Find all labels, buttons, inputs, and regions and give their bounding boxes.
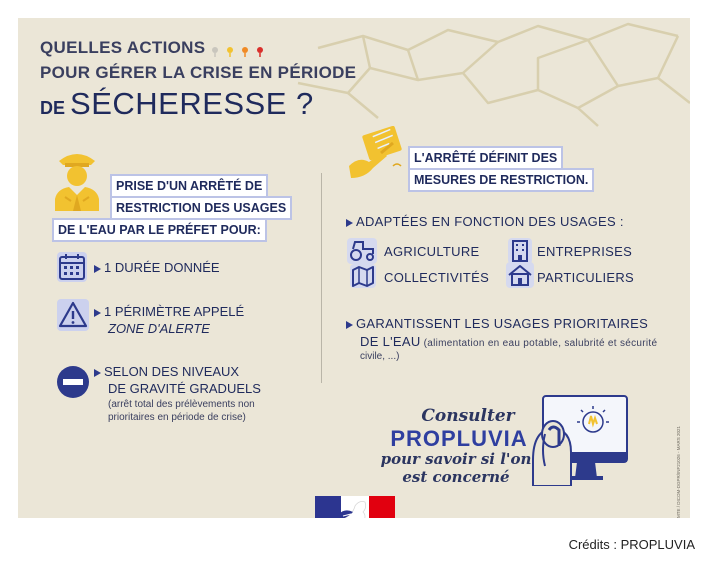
column-divider	[321, 173, 322, 383]
left-heading-line-3: DE L'EAU PAR LE PRÉFET POUR:	[52, 218, 267, 242]
warning-icon	[56, 298, 90, 332]
bullet-icon	[94, 369, 101, 377]
infographic-panel	[18, 18, 690, 518]
left-item-levels-line2: DE GRAVITÉ GRADUELS	[108, 381, 261, 396]
drought-level-dots-icon	[211, 45, 267, 59]
propluvia-brand[interactable]: PROPLUVIA	[390, 426, 528, 451]
house-icon	[506, 262, 534, 288]
bullet-icon	[346, 219, 353, 227]
use-collectivites: COLLECTIVITÉS	[384, 270, 490, 285]
title-secheresse: SÉCHERESSE ?	[70, 86, 314, 121]
consult-line-1: Consulter	[421, 406, 515, 426]
left-item-alert-zone: ZONE D'ALERTE	[108, 321, 210, 336]
title-line-2: POUR GÉRER LA CRISE EN PÉRIODE	[40, 63, 357, 82]
building-icon	[508, 238, 532, 264]
computer-user-icon	[531, 390, 633, 486]
left-item-duration: 1 DURÉE DONNÉE	[94, 260, 220, 275]
signing-decree-icon	[343, 126, 405, 186]
title-line-3	[40, 86, 314, 122]
right-point-adapted: ADAPTÉES EN FONCTION DES USAGES :	[346, 214, 624, 229]
tractor-icon	[347, 238, 377, 264]
no-entry-icon	[56, 365, 90, 399]
right-point-guarantee-detail: civile, ...)	[360, 351, 400, 362]
prefect-icon	[51, 143, 103, 211]
bullet-icon	[94, 309, 101, 317]
calendar-icon	[56, 251, 88, 283]
reference-vertical-note: MTE / DICOM-DGPR/INF21026 - MARS 2021	[676, 425, 681, 518]
consult-line-2: pour savoir si l'on	[380, 450, 532, 468]
use-entreprises: ENTREPRISES	[537, 244, 633, 259]
credits-text: Crédits : PROPLUVIA	[568, 537, 695, 552]
left-heading-line-1: PRISE D'UN ARRÊTÉ DE	[110, 174, 268, 198]
title-line-1: QUELLES ACTIONS	[40, 38, 206, 57]
left-heading-line-2: RESTRICTION DES USAGES	[110, 196, 292, 220]
right-point-guarantee: GARANTISSENT LES USAGES PRIORITAIRES	[346, 316, 648, 331]
bullet-icon	[346, 321, 353, 329]
left-item-levels: SELON DES NIVEAUX	[94, 364, 239, 379]
marianne-logo	[315, 496, 395, 518]
title-de: DE	[40, 98, 71, 118]
map-icon	[350, 264, 376, 288]
use-agriculture: AGRICULTURE	[384, 244, 480, 259]
use-particuliers: PARTICULIERS	[537, 270, 635, 285]
right-heading-line-2: MESURES DE RESTRICTION.	[408, 168, 594, 192]
left-item-levels-detail: (arrêt total des prélèvements non prioritaires en période de crise)	[108, 399, 255, 423]
right-point-guarantee-line2: DE L'EAU (alimentation en eau potable, salubrité et sécurité	[360, 334, 658, 349]
right-heading-line-1: L'ARRÊTÉ DÉFINIT DES	[408, 146, 563, 170]
consult-line-3: est concerné	[402, 468, 510, 486]
left-item-perimeter: 1 PÉRIMÈTRE APPELÉ	[94, 304, 244, 319]
bullet-icon	[94, 265, 101, 273]
